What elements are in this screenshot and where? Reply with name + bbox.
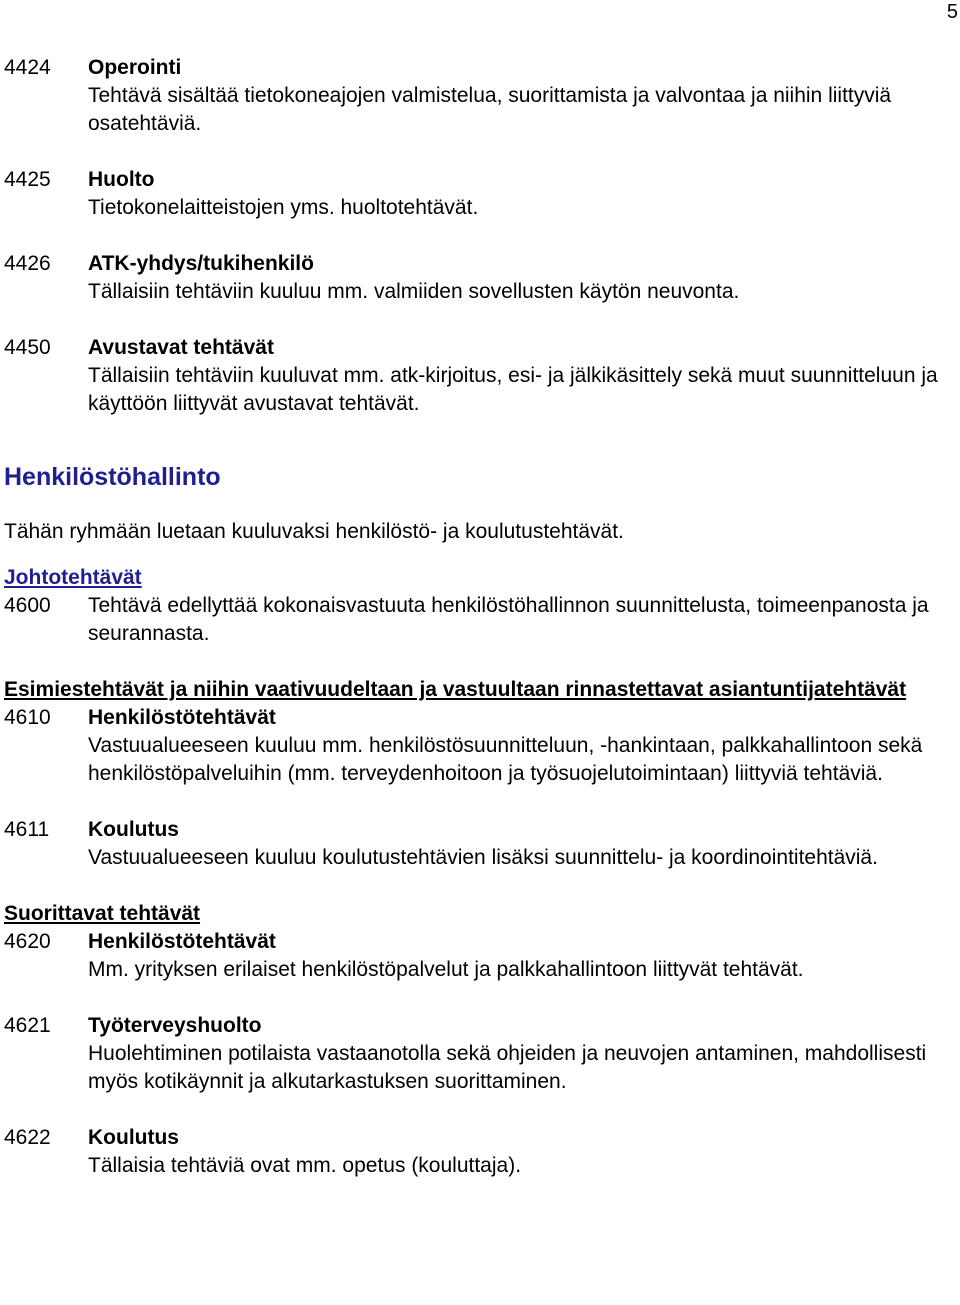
entry-title: Työterveyshuolto [88,1014,262,1037]
entry-text: Tällaisiin tehtäviin kuuluvat mm. atk-kirjoitus, esi- ja jälkikäsittely sekä muut suunnitteluun ja käyttöön liittyvät avustavat tehtävät. [88,364,938,415]
section-title-esimiestehtavat: Esimiestehtävät ja niihin vaativuudeltaan ja vastuultaan rinnastettavat asiantuntijatehtävät [4,678,907,701]
group-intro: Tähän ryhmään luetaan kuuluvaksi henkilöstö- ja koulutustehtävät. [4,520,624,543]
entry-code: 4425 [4,168,51,191]
entry-title: Huolto [88,168,155,191]
document-content [4,54,948,1180]
entry-title: Henkilöstötehtävät [88,930,276,953]
entry-title: Operointi [88,56,182,79]
entry-text: Vastuualueeseen kuuluu koulutustehtävien lisäksi suunnittelu- ja koordinointitehtäviä. [88,846,878,869]
entry-4600 [4,592,948,648]
section-title-johtotehtavat: Johtotehtävät [4,566,142,589]
group-heading: Henkilöstöhallinto [4,463,221,491]
entry-4450 [4,334,948,418]
entry-text: Tehtävä sisältää tietokoneajojen valmistelua, suorittamista ja valvontaa ja niihin liittyviä osatehtäviä. [88,84,892,135]
entry-code: 4426 [4,252,51,275]
entry-title: Koulutus [88,818,179,841]
entry-4611 [4,816,948,872]
entry-text: Tehtävä edellyttää kokonaisvastuuta henkilöstöhallinnon suunnittelusta, toimeenpanosta ja seurannasta. [88,594,929,645]
entry-code: 4611 [4,818,50,841]
entry-text: Huolehtiminen potilaista vastaanotolla sekä ohjeiden ja neuvojen antaminen, mahdollisesti myös kotikäynnit ja alkutarkastuksen suorittaminen. [88,1042,927,1093]
entry-text: Mm. yrityksen erilaiset henkilöstöpalvelut ja palkkahallintoon liittyvät tehtävät. [88,958,804,981]
entry-4426 [4,250,948,306]
entry-code: 4622 [4,1126,51,1149]
entry-4621 [4,1012,948,1096]
entry-text: Tällaisia tehtäviä ovat mm. opetus (kouluttaja). [88,1154,522,1177]
entry-4622 [4,1124,948,1180]
entry-text: Tietokonelaitteistojen yms. huoltotehtävät. [88,196,479,219]
entry-title: Henkilöstötehtävät [88,706,276,729]
entry-code: 4610 [4,706,51,729]
entry-text: Tällaisiin tehtäviin kuuluu mm. valmiiden sovellusten käytön neuvonta. [88,280,740,303]
entry-4610 [4,704,948,788]
entry-code: 4620 [4,930,51,953]
entry-text: Vastuualueeseen kuuluu mm. henkilöstösuunnitteluun, -hankintaan, palkkahallintoon sekä henkilöstöpalveluihin (mm. terveydenhoitoon ja työsuojelutoimintaan) liittyviä tehtäviä. [88,734,923,785]
entry-4424 [4,54,948,138]
entry-title: Avustavat tehtävät [88,336,274,359]
entry-4620 [4,928,948,984]
entry-code: 4450 [4,336,51,359]
entry-title: ATK-yhdys/tukihenkilö [88,252,314,275]
entry-code: 4424 [4,56,51,79]
section-title-suorittavat: Suorittavat tehtävät [4,902,201,925]
entry-code: 4621 [4,1014,51,1037]
entry-title: Koulutus [88,1126,179,1149]
page-number: 5 [946,1,958,23]
entry-4425 [4,166,948,222]
entry-code: 4600 [4,594,51,617]
